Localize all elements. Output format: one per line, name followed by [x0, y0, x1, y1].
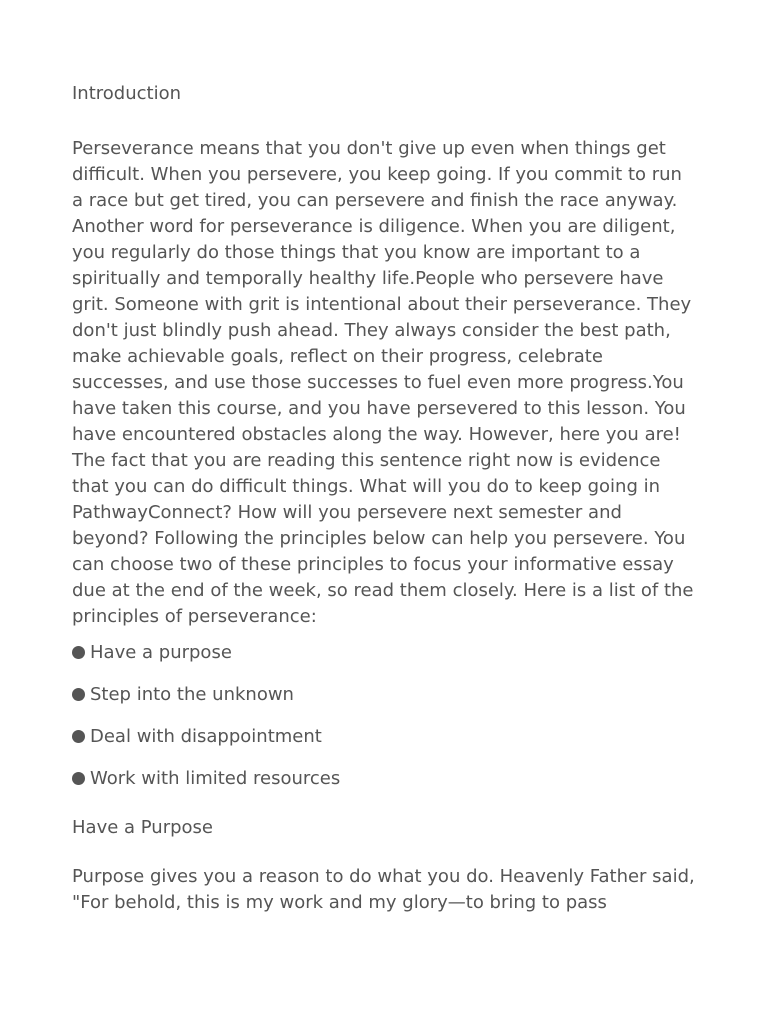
list-item-label: Deal with disappointment — [90, 726, 322, 747]
list-item — [72, 682, 696, 708]
list-item-label: Work with limited resources — [90, 768, 341, 789]
bullet-icon — [72, 730, 85, 743]
section-heading: Have a Purpose — [72, 817, 214, 838]
list-item-label: Step into the unknown — [90, 684, 294, 705]
list-item — [72, 724, 696, 750]
section-paragraph: Purpose gives you a reason to do what you do. Heavenly Father said, "For behold, this is my work and my glory—to bring to pass — [72, 866, 695, 913]
bullet-icon — [72, 688, 85, 701]
list-item-label: Have a purpose — [90, 642, 232, 663]
list-item — [72, 640, 696, 666]
list-item — [72, 766, 696, 792]
bullet-icon — [72, 772, 85, 785]
intro-heading: Introduction — [72, 83, 182, 104]
bullet-icon — [72, 646, 85, 659]
intro-paragraph: Perseverance means that you don't give up even when things get difficult. When you persevere, you keep going. If you commit to run a race but get tired, you can persevere and finish the race anyway. Another word for perseverance is diligence. When you are diligent, you regularly do those things that you know are important to a spiritually and temporally healthy life.People who persevere have grit. Someone with grit is intentional about their perseverance. They don't just blindly push ahead. They always consider the best path, make achievable goals, reflect on their progress, celebrate successes, and use those successes to fuel even more progress.You have taken this course, and you have persevered to this lesson. You have encountered obstacles along the way. However, here you are! The fact that you are reading this sentence right now is evidence that you can do difficult things. What will you do to keep going in PathwayConnect? How will you persevere next semester and beyond? Following the principles below can help you persevere. You can choose two of these principles to focus your informative essay due at the end of the week, so read them closely. Here is a list of the principles of perseverance: — [72, 138, 694, 627]
principles-list — [72, 640, 696, 792]
